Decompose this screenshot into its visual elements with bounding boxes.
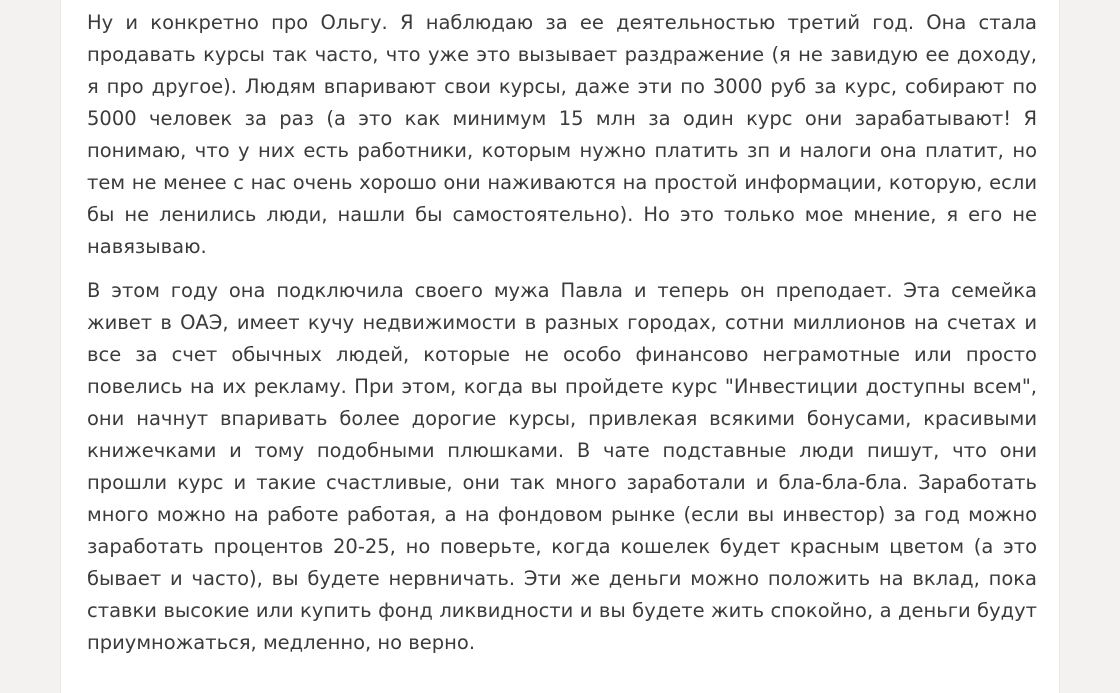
article-body <box>87 7 1037 671</box>
article-paragraph-1: Ну и конкретно про Ольгу. Я наблюдаю за ее деятельностью третий год. Она стала продавать курсы так часто, что уже это вызывает раздражение (я не завидую ее доходу, я про другое). Людям впаривают свои курсы, даже эти по 3000 руб за курс, собирают по 5000 человек за раз (а это как минимум 15 млн за один курс они зарабатывают! Я понимаю, что у них есть работники, которым нужно платить зп и налоги она платит, но тем не менее с нас очень хорошо они наживаются на простой информации, которую, если бы не ленились люди, нашли бы самостоятельно). Но это только мое мнение, я его не навязываю. <box>87 11 1037 258</box>
article-card <box>60 0 1060 693</box>
article-paragraph-2: В этом году она подключила своего мужа Павла и теперь он преподает. Эта семейка живет в ОАЭ, имеет кучу недвижимости в разных городах, сотни миллионов на счетах и все за счет обычных людей, которые не особо финансово неграмотные или просто повелись на их рекламу. При этом, когда вы пройдете курс "Инвестиции доступны всем", они начнут впаривать более дорогие курсы, привлекая всякими бонусами, красивыми книжечками и тому подобными плюшками. В чате подставные люди пишут, что они прошли курс и такие счастливые, они так много заработали и бла-бла-бла. Заработать много можно на работе работая, а на фондовом рынке (если вы инвестор) за год можно заработать процентов 20-25, но поверьте, когда кошелек будет красным цветом (а это бывает и часто), вы будете нервничать. Эти же деньги можно положить на вклад, пока ставки высокие или купить фонд ликвидности и вы будете жить спокойно, а деньги будут приумножаться, медленно, но верно. <box>87 279 1037 654</box>
